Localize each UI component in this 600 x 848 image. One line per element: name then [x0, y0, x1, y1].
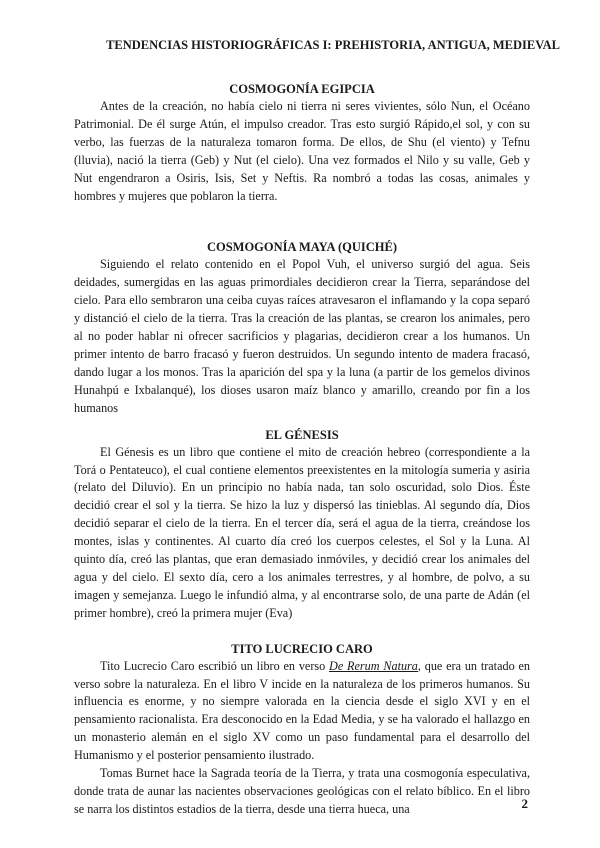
paragraph-maya: Siguiendo el relato contenido en el Popol Vuh, el universo surgió del agua. Seis deidades, sumergidas en las aguas primordiales decidieron crear la Tierra, separándose del cielo. Para ello sembraron una ceiba cuyas raíces atravesaron el inflamando y la copa separó y distanció el cielo de la tierra. Tras la creación de las plantas, se crearon los animales, pero al no poder hablar ni ofrecer sacrificios y plagarias, decidieron crear a los humanos. Un primer intento de barro fracasó y fueron destruidos. Un segundo intento de madera fracasó, dando lugar a los monos. Tras la aparición del spa y la luna (a partir de los gemelos divinos Hunahpú e Ixbalanqué), los dioses usaron maíz blanco y amarillo, creando por fin a los humanos — [74, 257, 530, 415]
paragraph-egipcia: Antes de la creación, no había cielo ni tierra ni seres vivientes, sólo Nun, el Océano Patrimonial. De él surge Atún, el impulso creador. Tras esto surgió Rápido,el sol, y con su verbo, las fuerzas de la naturaleza tomaron forma. De ellos, de Shu (el viento) y Tefnu (lluvia), nació la tierra (Geb) y Nut (el cielo). Una vez formados el Nilo y su valle, Geb y Nut engendraron a Osiris, Isis, Set y Neftis. Ra nombró a todas las cosas, animales y hombres y mujeres que poblaron la tierra. — [74, 99, 530, 203]
page-number: 2 — [521, 796, 528, 811]
paragraph-lucrecio-intro: Tito Lucrecio Caro escribió un libro en verso — [100, 658, 330, 673]
section-heading-egipcia: COSMOGONÍA EGIPCIA — [229, 82, 375, 96]
paragraph-lucrecio — [74, 658, 530, 765]
section-heading-genesis: EL GÉNESIS — [265, 427, 339, 442]
paragraph-lucrecio-rest: , que era un tratado en verso sobre la naturaleza. En el libro V incide en la naturaleza de los primeros humanos. Su influencia es enorme, y no siempre valorada en la ciencia desde el siglo XVI y en el pensamiento racionalista. Era desconocido en la Edad Media, y se ha valorado el hallazgo en un monasterio alemán en el siglo XV como un paso fundamental para el desarrollo del Humanismo y el posterior pensamiento ilustrado. — [74, 658, 530, 763]
de-rerum-natura-link[interactable]: De Rerum Natura — [329, 658, 418, 673]
document-body — [74, 80, 530, 819]
paragraph-burnet: Tomas Burnet hace la Sagrada teoría de la Tierra, y trata una cosmogonía especulativa, donde trata de aunar las nacientes observaciones geológicas con el relato bíblico. En el libro se narra los distintos estadios de la tierra, desde una tierra hueca, una — [74, 766, 530, 816]
section-heading-lucrecio: TITO LUCRECIO CARO — [231, 641, 373, 656]
running-header: TENDENCIAS HISTORIOGRÁFICAS I: PREHISTORIA, ANTIGUA, MEDIEVAL — [106, 38, 560, 52]
section-heading-maya: COSMOGONÍA MAYA (QUICHÉ) — [206, 240, 398, 255]
paragraph-genesis: El Génesis es un libro que contiene el mito de creación hebreo (correspondiente a la Torá o Pentateuco), el cual contiene elementos preexistentes en la mitología sumeria y asiria (relato del Diluvio). En un principio no había nada, tan solo oscuridad, solo Dios. Éste decidió crear el sol y la tierra. Se hizo la luz y dispersó las tinieblas. Al segundo día, Dios decidió separar el cielo de la tierra. En el tercer día, será el agua de la tierra, creándose los montes, islas y continentes. Al cuarto día creó los cuerpos celestes, el Sol y la Luna. Al quinto día, creó las plantas, que eran demasiado inmóviles, y decidió crear los animales del agua y del cielo. El sexto día, cero a los animales terrestres, y al hombre, de polvo, a su imagen y semejanza. Luego le infundió alma, y al encontrarse solo, de una parte de Adán (el primer hombre), creó la primera mujer (Eva) — [74, 444, 530, 620]
